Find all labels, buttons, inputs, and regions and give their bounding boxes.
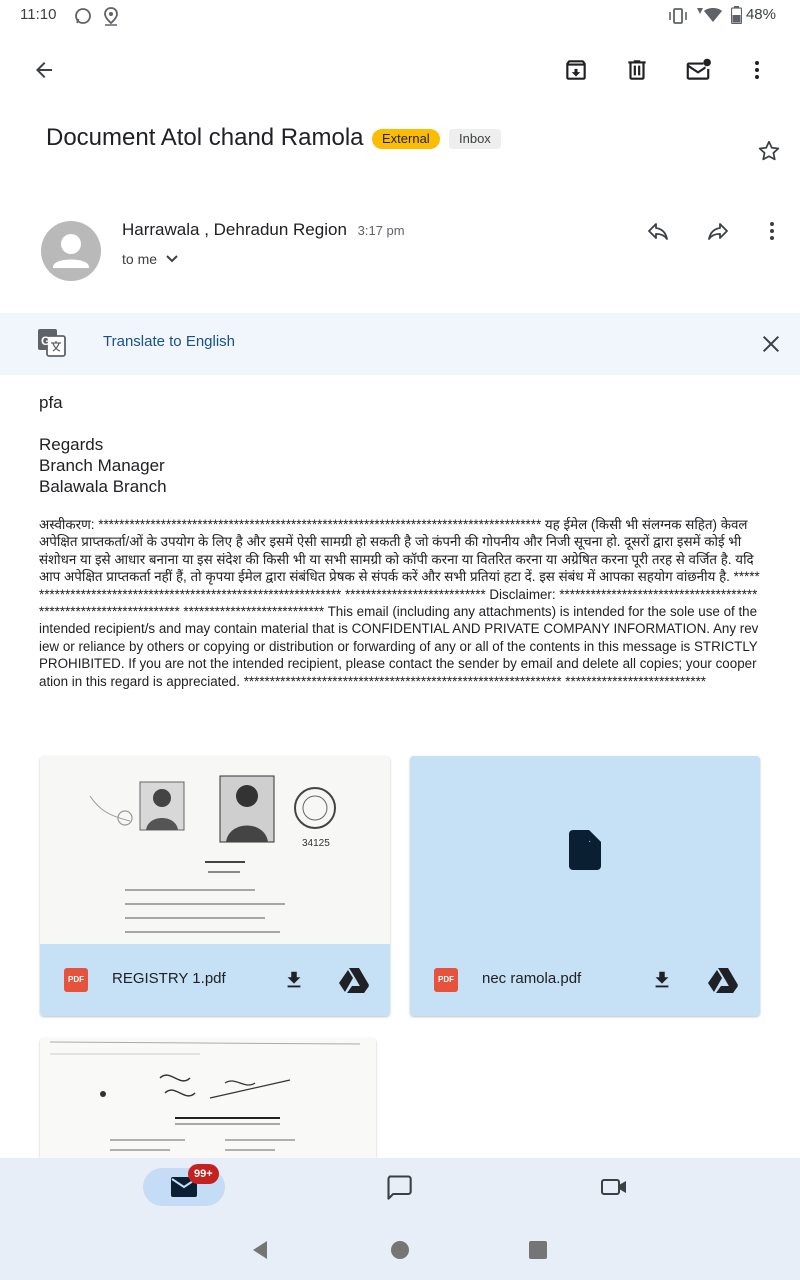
nav-chat-tab[interactable] <box>379 1167 419 1207</box>
attachment-filename: nec ramola.pdf <box>482 970 582 987</box>
translate-link[interactable]: Translate to English <box>103 333 236 350</box>
vibrate-icon <box>668 7 688 25</box>
more-vert-icon <box>760 219 784 243</box>
save-to-drive-button[interactable] <box>334 960 374 1000</box>
battery-percent: 48% <box>745 6 776 23</box>
circle-home-icon <box>390 1240 410 1260</box>
download-button[interactable] <box>274 960 314 1000</box>
signature-title: Branch Manager <box>39 456 165 475</box>
svg-text:34125: 34125 <box>302 838 330 849</box>
pdf-icon: PDF <box>64 968 88 992</box>
back-button[interactable] <box>24 50 64 90</box>
more-options-button[interactable] <box>737 50 777 90</box>
nav-meet-tab[interactable] <box>594 1167 634 1207</box>
translate-bar <box>0 313 800 375</box>
person-icon <box>41 221 101 281</box>
mark-unread-icon <box>684 57 712 83</box>
square-recents-icon <box>528 1240 548 1260</box>
email-time: 3:17 pm <box>357 223 405 238</box>
bottom-navigation <box>0 1158 800 1280</box>
google-translate-icon <box>37 328 67 358</box>
delete-button[interactable] <box>617 50 657 90</box>
chat-icon <box>385 1173 413 1201</box>
recipient-details-toggle[interactable] <box>122 251 179 267</box>
whatsapp-icon <box>74 7 92 25</box>
attachment-filename: REGISTRY 1.pdf <box>112 970 226 987</box>
message-more-button[interactable] <box>752 211 792 251</box>
external-label-chip: External <box>372 129 440 149</box>
inbox-label-chip[interactable]: Inbox <box>449 129 501 149</box>
signature-branch: Balawala Branch <box>39 477 167 496</box>
forward-icon <box>705 219 731 243</box>
signature-regards: Regards <box>39 435 104 454</box>
reply-button[interactable] <box>638 211 678 251</box>
disclaimer-text: अस्वीकरण: ************************************************************************************* यह ईमेल (किसी भी संलग्नक सहित) केवल अपेक्षित प्राप्तकर्ता/ओं के उपयोग के लिए है और इसमें ऐसी सामग्री हो सकती है जो कंपनी की गोपनीय और निजी सूचना हो. दूसरों द्वारा इसमें कोई भी संशोधन या इसे आधार बनाना या इस संदेश की किसी भी या सभी सामग्री को कॉपी करना या वितरित करना या अग्रेषित करना पूरी तरह से वर्जित है. यदि आप अपेक्षित प्राप्तकर्ता नहीं हैं, तो कृपया ईमेल द्वारा संबंधित प्रेषक से संपर्क करें और सभी प्रतियां हटा दें. इस संबंध में आपका सहयोग वांछनीय है. *************************************************************** *************************** Disclaimer: ***************************************************************** *************************** This email (including any attachments) is intended for the sole use of the intended recipient/s and may contain material that is CONFIDENTIAL AND PRIVATE COMPANY INFORMATION. Any review or reliance by others or copying or distribution or forwarding of any or all of the contents in this message is STRICTLY PROHIBITED. If you are not the intended recipient, please contact the sender by email and delete all copies; your cooperation in this regard is appreciated. ************************************************************* *************************** <box>39 517 760 689</box>
attachment-card-1[interactable] <box>40 756 390 1016</box>
attachment-thumbnail[interactable] <box>40 756 390 944</box>
attachment-thumbnail[interactable] <box>410 756 760 944</box>
forward-button[interactable] <box>698 211 738 251</box>
download-icon <box>283 968 305 992</box>
svg-text:G: G <box>41 334 51 348</box>
star-button[interactable] <box>749 131 789 171</box>
sender-line <box>122 220 405 240</box>
star-outline-icon <box>756 138 782 164</box>
system-back-button[interactable] <box>240 1230 280 1270</box>
unread-count-badge: 99+ <box>188 1164 219 1184</box>
system-recents-button[interactable] <box>518 1230 558 1270</box>
google-drive-icon <box>338 966 370 994</box>
google-drive-icon <box>707 966 739 994</box>
attachment-card-2[interactable] <box>410 756 760 1016</box>
close-translate-button[interactable] <box>751 324 791 364</box>
mark-unread-button[interactable] <box>678 50 718 90</box>
document-preview-image <box>40 756 390 944</box>
download-button[interactable] <box>642 960 682 1000</box>
attachment-footer <box>40 944 390 1016</box>
back-arrow-icon <box>32 58 56 82</box>
download-icon <box>651 968 673 992</box>
delete-icon <box>624 57 650 83</box>
sender-name[interactable]: Harrawala , Dehradun Region <box>122 220 347 239</box>
body-line: pfa <box>39 393 63 412</box>
status-bar <box>0 0 800 32</box>
close-icon <box>760 333 782 355</box>
attachment-card-3[interactable] <box>40 1038 376 1168</box>
file-icon <box>569 830 601 870</box>
archive-icon <box>563 57 589 83</box>
save-to-drive-button[interactable] <box>703 960 743 1000</box>
reply-icon <box>645 219 671 243</box>
wifi-signal-icon <box>694 6 724 24</box>
video-camera-icon <box>600 1175 628 1199</box>
attachment-footer <box>410 944 760 1016</box>
pdf-icon: PDF <box>434 968 458 992</box>
chevron-down-icon <box>165 254 179 264</box>
system-home-button[interactable] <box>380 1230 420 1270</box>
more-vert-icon <box>745 58 769 82</box>
document-preview-image <box>40 1038 376 1168</box>
battery-icon <box>731 6 742 24</box>
triangle-back-icon <box>249 1239 271 1261</box>
sender-avatar[interactable] <box>41 221 101 281</box>
location-icon <box>102 6 120 26</box>
archive-button[interactable] <box>556 50 596 90</box>
status-time: 11:10 <box>20 6 57 23</box>
recipient-text: to me <box>122 251 158 267</box>
email-subject: Document Atol chand Ramola <box>46 124 364 151</box>
